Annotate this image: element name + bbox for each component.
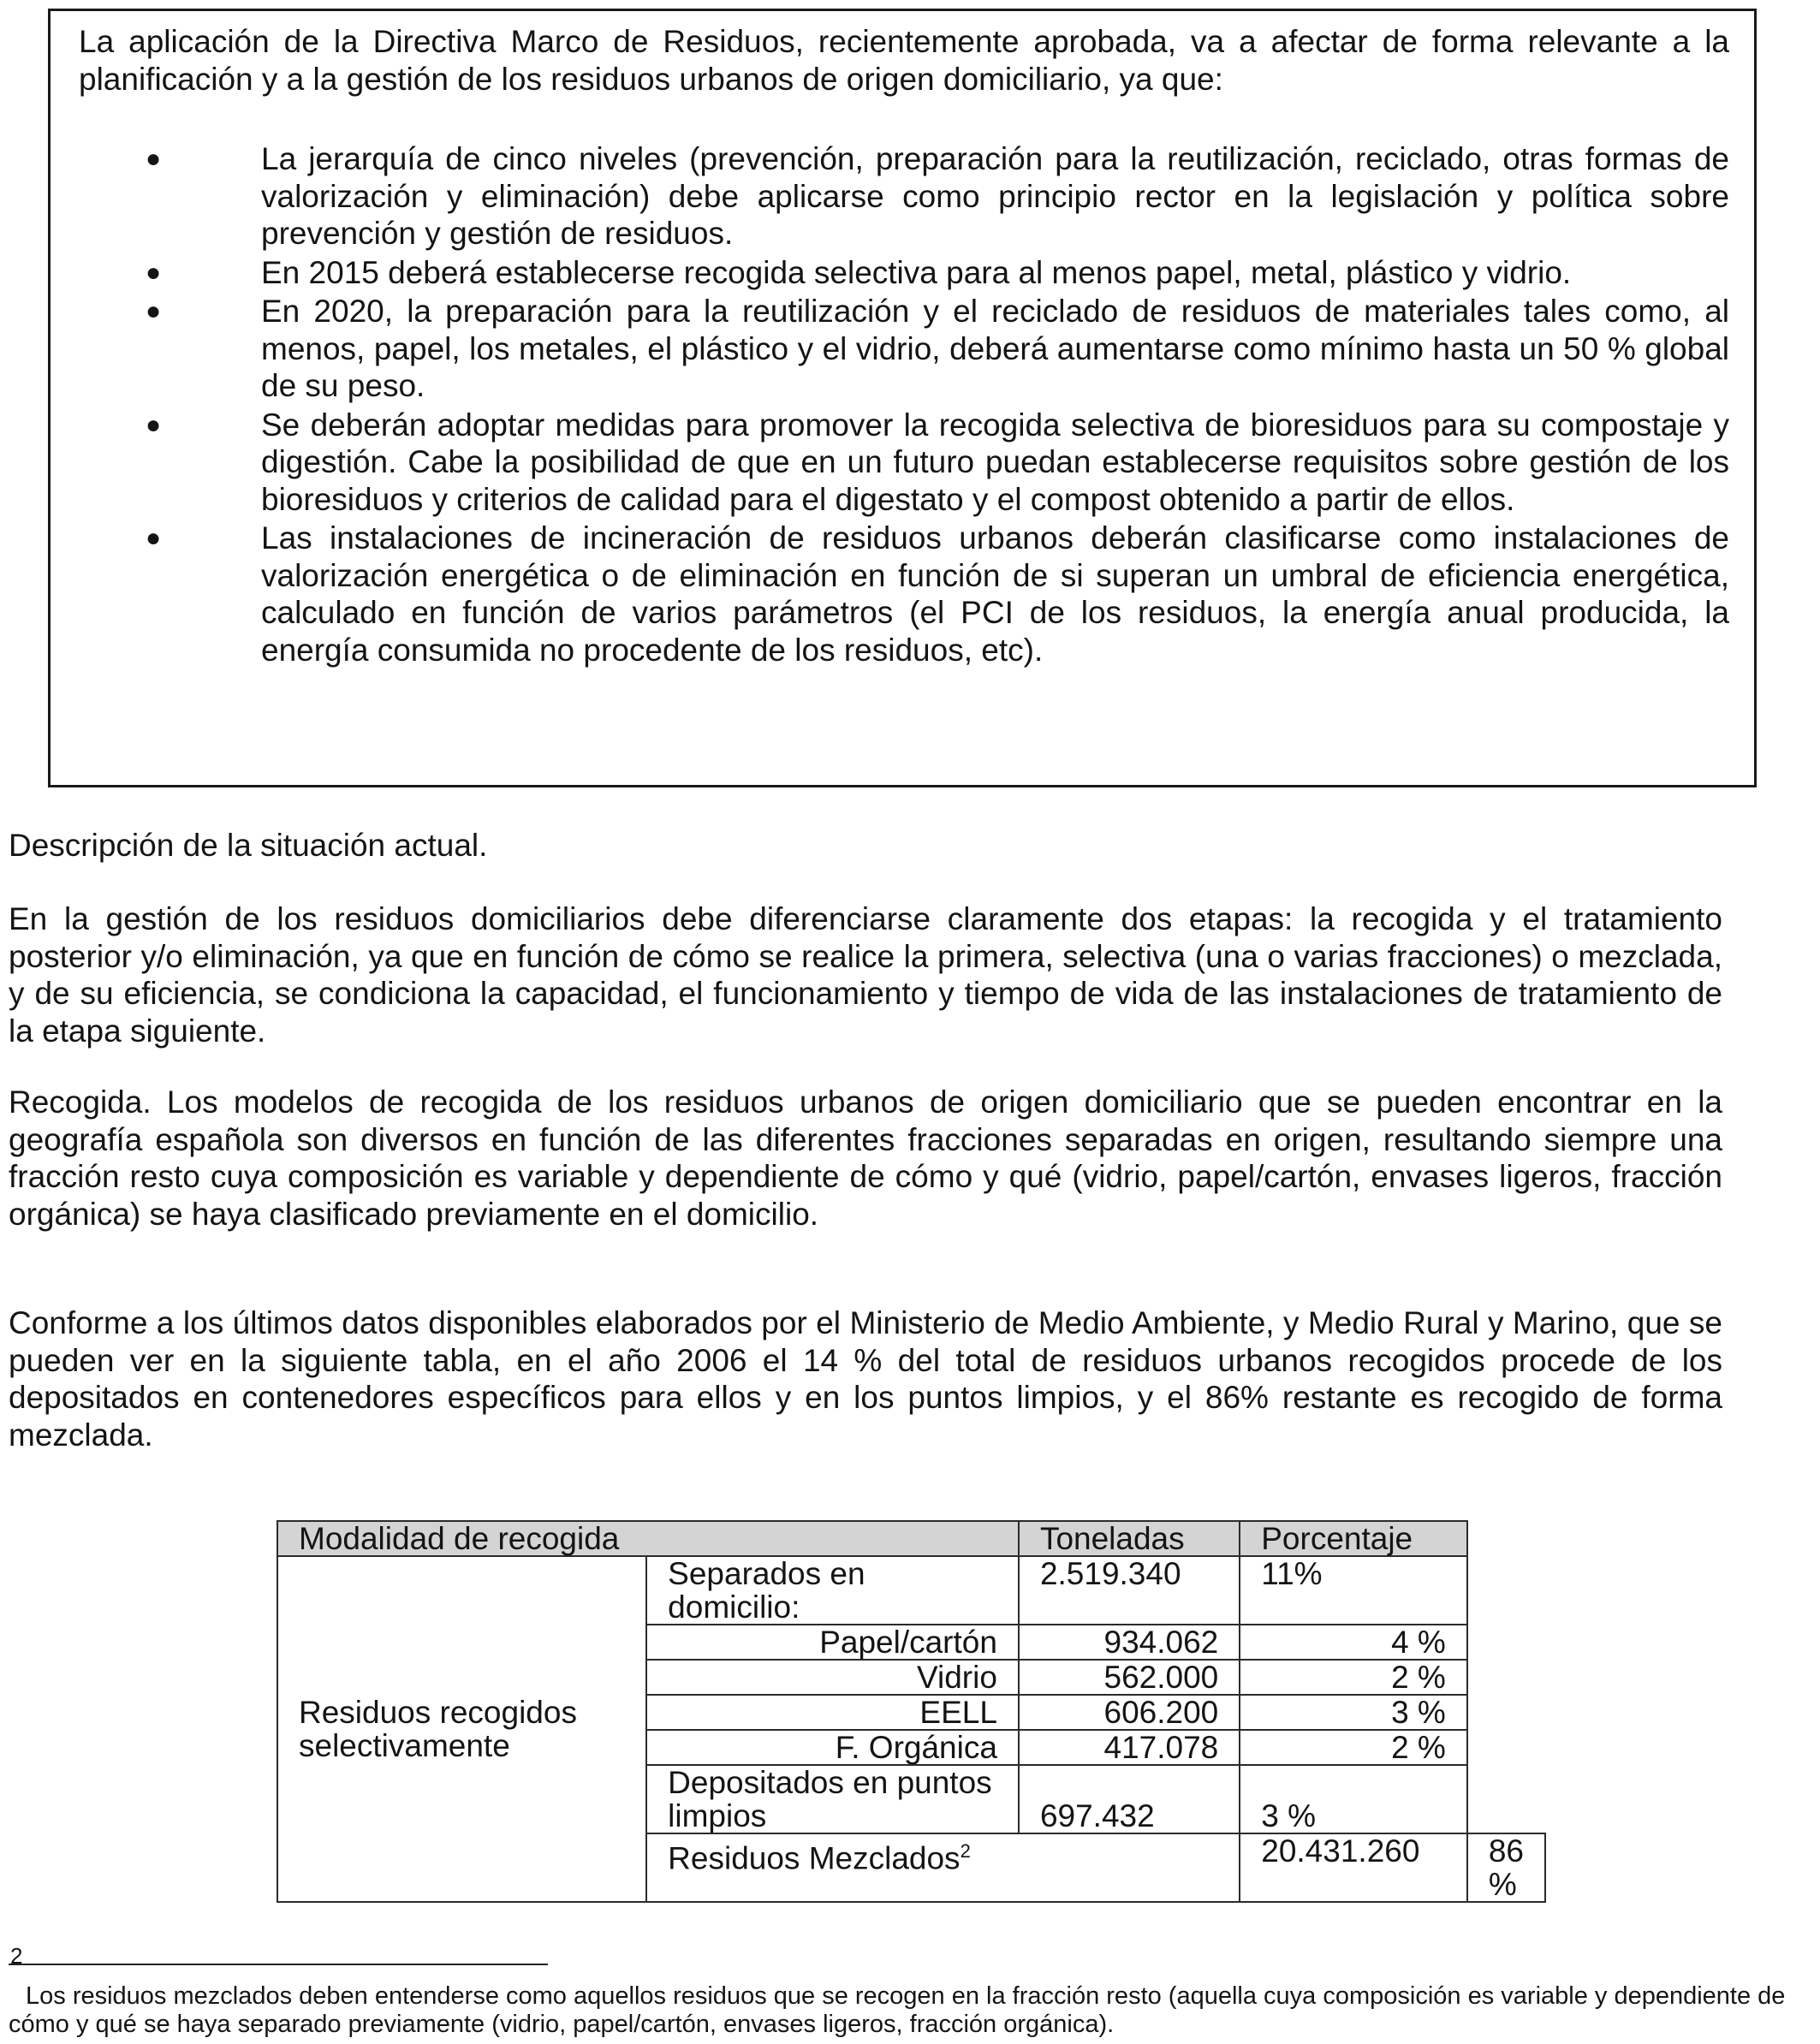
footnote-divider (9, 1964, 548, 1965)
footnote-number: 2 (10, 1943, 23, 1969)
directive-bullet-list (79, 140, 1729, 670)
footnote-text: Los residuos mezclados deben entenderse como aquellos residuos que se recogen en la fracción resto (aquella cuya composición es variable y dependiente de cómo y qué se haya separado previamente (vidrio, papel/cartón, envases ligeros, fracción orgánica). (9, 1982, 1786, 2038)
separated-pct: 11% (1240, 1556, 1467, 1625)
bullet-item: ● En 2020, la preparación para la reutilización y el reciclado de residuos de materiales tales como, al menos, papel, los metales, el plástico y el vidrio, deberá aumentarse como mínimo hasta un 50 % global de su peso. (146, 294, 1729, 403)
bullet-icon: ● (146, 410, 162, 439)
bullet-icon: ● (146, 145, 162, 173)
table-row: F. Orgánica 417.078 2 % (277, 1730, 1545, 1765)
footnote-ref: 2 (960, 1840, 971, 1862)
group-label: Residuos recogidos selectivamente (277, 1556, 646, 1902)
mixed-tons: 20.431.260 (1240, 1833, 1467, 1902)
bullet-item: ● Las instalaciones de incineración de residuos urbanos deberán clasificarse como instalaciones de valorización energética o de eliminación en función de si superan un umbral de eficiencia energética, calculado en función de varios parámetros (el PCI de los residuos, la energía anual producida, la energía consumida no procedente de los residuos, etc). (146, 520, 1729, 668)
bullet-icon: ● (146, 524, 162, 552)
section-heading: Descripción de la situación actual. (9, 828, 488, 863)
bullet-icon: ● (146, 297, 162, 325)
bullet-item: ● En 2015 deberá establecerse recogida selectiva para al menos papel, metal, plástico y vidrio. (146, 254, 1572, 290)
points-pct: 3 % (1240, 1765, 1467, 1833)
mixed-label: Residuos Mezclados$^2$ (646, 1833, 1240, 1902)
paragraph-data: Conforme a los últimos datos disponibles elaborados por el Ministerio de Medio Ambiente, y Medio Rural y Marino, que se pueden ver en la siguiente tabla, en el año 2006 el 14 % del total de residuos urbanos recogidos procede de los depositados en contenedores específicos para ellos y en los puntos limpios, y el 86% restante es recogido de forma mezclada. (9, 1305, 1722, 1453)
points-tons: 697.432 (1019, 1765, 1240, 1833)
header-toneladas: Toneladas (1019, 1521, 1240, 1556)
header-modalidad: Modalidad de recogida (277, 1521, 1019, 1556)
paragraph-collection: Recogida. Los modelos de recogida de los residuos urbanos de origen domiciliario que se pueden encontrar en la geografía española son diversos en función de las diferentes fracciones separadas en origen, resultando siempre una fracción resto cuya composición es variable y dependiente de cómo y qué (vidrio, papel/cartón, envases ligeros, fracción orgánica) se haya clasificado previamente en el domicilio. (9, 1084, 1722, 1232)
separated-label: Separados en domicilio: (646, 1556, 1019, 1625)
bullet-item: ● La jerarquía de cinco niveles (prevención, preparación para la reutilización, reciclado, otras formas de valorización y eliminación) debe aplicarse como principio rector en la legislación y política sobre prevención y gestión de residuos. (146, 141, 1729, 251)
bullet-icon: ● (146, 258, 162, 287)
directive-summary-box (48, 9, 1757, 787)
mixed-pct: 86 % (1467, 1833, 1545, 1902)
table-row (277, 1556, 1545, 1625)
paragraph-stages: En la gestión de los residuos domiciliarios debe diferenciarse claramente dos etapas: la recogida y el tratamiento posterior y/o eliminación, ya que en función de cómo se realice la primera, selectiva (una o varias fracciones) o mezclada, y de su eficiencia, se condiciona la capacidad, el funcionamiento y tiempo de vida de las instalaciones de tratamiento de la etapa siguiente. (9, 901, 1722, 1049)
bullet-item: ● Se deberán adoptar medidas para promover la recogida selectiva de bioresiduos para su compostaje y digestión. Cabe la posibilidad de que en un futuro puedan establecerse requisitos sobre gestión de los bioresiduos y criterios de calidad para el digestato y el compost obtenido a partir de ellos. (146, 407, 1729, 517)
table-row: Papel/cartón 934.062 4 % (277, 1625, 1545, 1660)
points-label: Depositados en puntos limpios (646, 1765, 1019, 1833)
table-header-row (277, 1521, 1545, 1556)
table-row: EELL 606.200 3 % (277, 1695, 1545, 1730)
separated-tons: 2.519.340 (1019, 1556, 1240, 1625)
box-intro: La aplicación de la Directiva Marco de Residuos, recientemente aprobada, va a afectar de forma relevante a la planificación y a la gestión de los residuos urbanos de origen domiciliario, ya que: (79, 24, 1729, 97)
table-row: Vidrio 562.000 2 % (277, 1660, 1545, 1695)
collection-table (277, 1520, 1546, 1903)
header-porcentaje: Porcentaje (1240, 1521, 1467, 1556)
